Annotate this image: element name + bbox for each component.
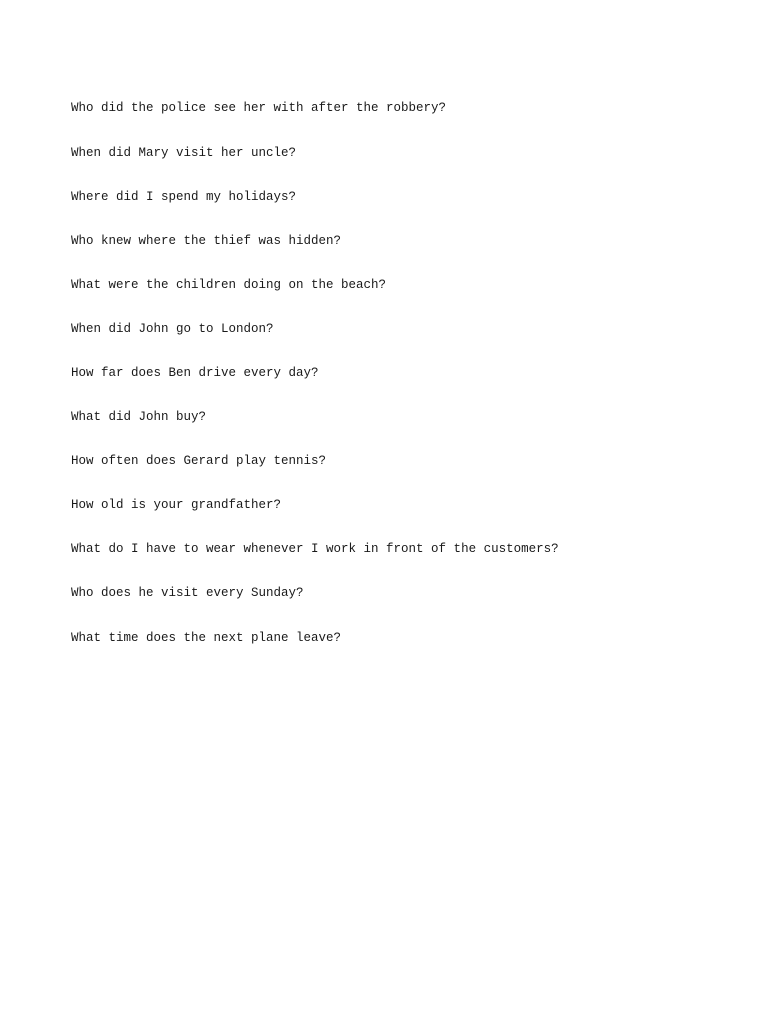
question-line: What were the children doing on the beach? [71, 277, 387, 292]
question-line: What time does the next plane leave? [71, 630, 342, 645]
question-line: What do I have to wear whenever I work in front of the customers? [71, 542, 559, 557]
question-list [71, 72, 559, 675]
question-line: How often does Gerard play tennis? [71, 454, 327, 469]
question-line: When did John go to London? [71, 321, 274, 336]
question-line: What did John buy? [71, 410, 207, 425]
question-line: Who does he visit every Sunday? [71, 586, 304, 601]
question-line: When did Mary visit her uncle? [71, 145, 297, 160]
question-line: How old is your grandfather? [71, 498, 282, 513]
question-line: Who did the police see her with after the robbery? [71, 101, 447, 116]
question-line: How far does Ben drive every day? [71, 365, 319, 380]
question-line: Where did I spend my holidays? [71, 189, 297, 204]
question-line: Who knew where the thief was hidden? [71, 233, 342, 248]
